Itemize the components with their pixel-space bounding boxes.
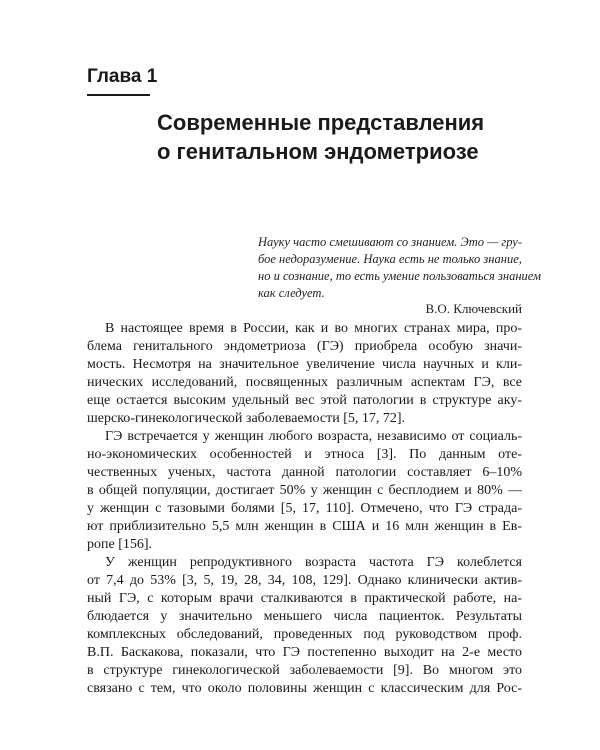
paragraph — [87, 320, 522, 428]
text-line: комплексных обследований, проведенных под руководством проф. — [87, 627, 522, 642]
text-line: еще остается высоким удельный вес этой патологии в структуре аку- — [87, 393, 522, 408]
epigraph-line: Науку часто смешивают со знанием. Это — гру- — [258, 235, 523, 249]
text-line: от 7,4 до 53% [3, 5, 19, 28, 34, 108, 129]. Однако клинически актив- — [87, 573, 522, 588]
text-line: у женщин с тазовыми болями [5, 17, 110]. Отмечено, что ГЭ страда- — [87, 501, 522, 516]
text-line: блема генитального эндометриоза (ГЭ) приобрела особую значи- — [87, 339, 522, 354]
text-line: в структуре гинекологической заболеваемости [9]. Во многом это — [87, 663, 522, 678]
text-line: связано с тем, что около половины женщин с классическим для Рос- — [87, 681, 522, 696]
text-line: У женщин репродуктивного возраста частота ГЭ колеблется — [105, 555, 522, 570]
text-line: блюдается у значительно меньшего числа пациенток. Результаты — [87, 609, 522, 624]
text-line: ный ГЭ, с которым врачи сталкиваются в практической работе, на- — [87, 591, 522, 606]
text-line: но-экономических особенностей и этноса [3]. По данным оте- — [87, 447, 522, 462]
text-line: в общей популяции, достигает 50% у женщин с бесплодием и 80% — — [87, 483, 522, 498]
text-line: ропе [156]. — [87, 537, 153, 552]
epigraph-line: как следует. — [258, 286, 325, 300]
text-line: ГЭ встречается у женщин любого возраста, независимо от социаль- — [105, 429, 522, 444]
text-line: ют приблизительно 5,5 млн женщин в США и 16 млн женщин в Ев- — [87, 519, 522, 534]
chapter-label: Глава 1 — [87, 66, 158, 87]
epigraph-author: В.О. Ключевский — [425, 301, 522, 316]
text-line: нических исследований, посвященных различным аспектам ГЭ, все — [87, 375, 522, 390]
epigraph-line: бое недоразумение. Наука есть не только знание, — [258, 252, 522, 266]
chapter-rule — [87, 94, 150, 96]
paragraph — [87, 554, 522, 698]
body-text — [87, 320, 522, 698]
text-line: мость. Несмотря на значительное увеличение числа научных и кли- — [87, 357, 522, 372]
chapter-title — [157, 108, 484, 166]
text-line: В.П. Баскакова, показали, что ГЭ постепенно выходит на 2-е место — [87, 645, 522, 660]
text-line: В настоящее время в России, как и во многих странах мира, про- — [105, 321, 522, 336]
chapter-title-line: о генитальном эндометриозе — [157, 139, 479, 164]
epigraph — [258, 234, 541, 302]
chapter-title-line: Современные представления — [157, 110, 485, 135]
paragraph — [87, 428, 522, 554]
text-line: чественных ученых, частота данной патологии составляет 6–10% — [87, 465, 522, 480]
epigraph-line: но и сознание, то есть умение пользоваться знанием — [258, 269, 541, 283]
text-line: шерско-гинекологической заболеваемости [5, 17, 72]. — [87, 411, 406, 426]
